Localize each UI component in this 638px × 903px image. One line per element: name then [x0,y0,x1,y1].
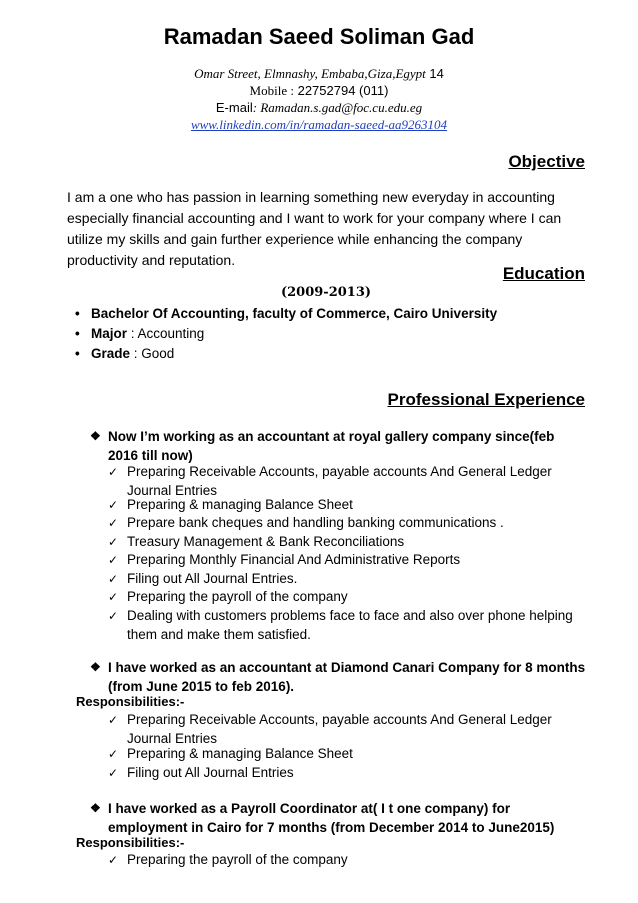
task-item: ✓ Dealing with customers problems face to face and also over phone helping them and make them satisfied. [108,608,573,642]
job-title: ❖ I have worked as an accountant at Diamond Canari Company for 8 months (from June 2015 to feb 2016). [90,660,586,694]
job-title: ❖ I have worked as a Payroll Coordinator at( I t one company) for employment in Cairo for 7 months (from December 2014 to June2015) [90,801,555,835]
task-item: ✓ Preparing the payroll of the company [108,851,588,870]
check-icon: ✓ [108,747,119,761]
check-icon: ✓ [108,553,119,567]
mobile-number: 22752794 (011) [297,83,389,98]
check-icon: ✓ [108,766,119,780]
applicant-name: Ramadan Saeed Soliman Gad [163,24,475,49]
bullet-icon: • [75,326,80,341]
mobile-label: Mobile : [249,83,294,98]
email-label: E-mail [215,100,253,115]
objective-heading: Objective [508,152,585,171]
education-item [75,326,204,341]
bullet-icon: • [75,306,80,321]
education-degree: Bachelor Of Accounting, faculty of Commerce, Cairo University [91,306,498,321]
experience-heading: Professional Experience [387,390,585,409]
task-item: ✓ Preparing the payroll of the company [108,588,588,607]
check-icon: ✓ [108,465,119,479]
responsibilities-label: Responsibilities:- [76,694,185,709]
linkedin-line [0,117,638,133]
diamond-bullet-icon: ❖ [90,429,101,443]
education-item [75,306,497,321]
task-item: ✓ Preparing & managing Balance Sheet [108,496,588,515]
task-item: ✓ Filing out All Journal Entries [108,764,588,783]
diamond-bullet-icon: ❖ [90,801,101,815]
check-icon: ✓ [108,498,119,512]
address-number: 14 [429,66,444,81]
diamond-bullet-icon: ❖ [90,660,101,674]
job-title: ❖ Now I’m working as an accountant at royal gallery company since(feb 2016 till now) [90,429,555,463]
bullet-icon: • [75,346,80,361]
linkedin-link[interactable]: www.linkedin.com/in/ramadan-saeed-aa9263104 [190,117,448,132]
address: Omar Street, Elmnashy, Embaba,Giza,Egypt [194,66,426,81]
task-item: ✓ Prepare bank cheques and handling banking communications . [108,514,588,533]
education-heading: Education [502,264,585,283]
check-icon: ✓ [108,713,119,727]
email-address[interactable]: : Ramadan.s.gad@foc.cu.edu.eg [252,100,423,115]
check-icon: ✓ [108,516,119,530]
task-item: ✓ Preparing Monthly Financial And Administrative Reports [108,551,588,570]
education-major-value: : Accounting [127,326,205,341]
check-icon: ✓ [108,609,119,623]
email-line [0,100,638,116]
address-line [0,66,638,82]
check-icon: ✓ [108,853,119,867]
education-grade-value: : Good [130,346,175,361]
objective-text: I am a one who has passion in learning something new everyday in accounting especially financial accounting and I want to work for your company where I can utilize my skills and gain further experience while enhancing the company productivity and reputation. [67,189,562,268]
mobile-line [0,83,638,99]
task-item: ✓ Filing out All Journal Entries. [108,570,588,589]
task-item: ✓ Preparing & managing Balance Sheet [108,745,588,764]
check-icon: ✓ [108,572,119,586]
check-icon: ✓ [108,590,119,604]
education-major-label: Major [91,326,128,341]
education-period: (2009-2013) [280,285,372,300]
task-item: ✓ Preparing Receivable Accounts, payable accounts And General Ledger Journal Entries [108,712,552,746]
education-item [75,346,174,361]
education-grade-label: Grade [91,346,131,361]
task-item: ✓ Preparing Receivable Accounts, payable accounts And General Ledger Journal Entries [108,464,552,498]
check-icon: ✓ [108,535,119,549]
task-item: ✓ Treasury Management & Bank Reconciliations [108,533,588,552]
responsibilities-label: Responsibilities:- [76,835,185,850]
